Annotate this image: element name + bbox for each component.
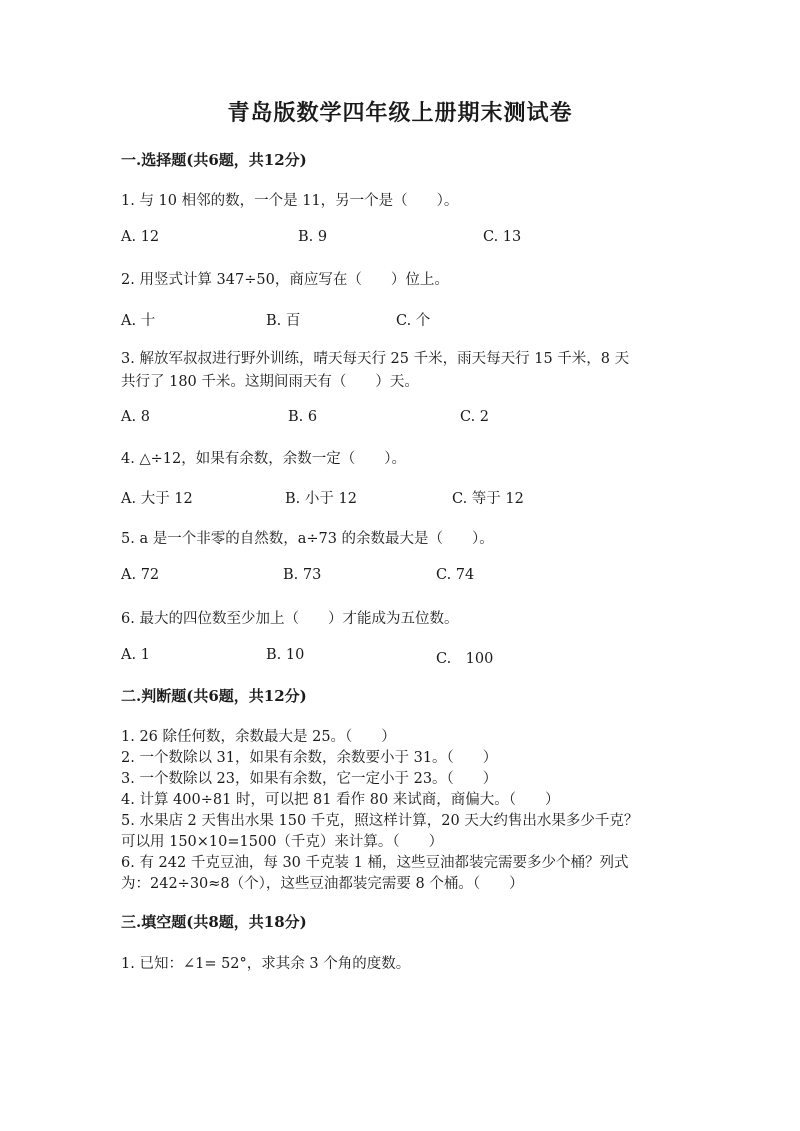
question-1-option-a: A. 12 xyxy=(121,229,160,245)
question-1-option-b: B. 9 xyxy=(298,229,328,245)
judgement-line-4: 4. 计算 400÷81 时，可以把 81 看作 80 来试商，商偏大。（ ） xyxy=(121,792,560,808)
question-6-option-a: A. 1 xyxy=(121,647,150,663)
question-4-option-c: C. 等于 12 xyxy=(452,491,524,507)
question-1-option-c: C. 13 xyxy=(483,229,522,245)
question-6-option-b: B. 10 xyxy=(266,647,305,663)
question-3-option-b: B. 6 xyxy=(288,409,318,425)
section-heading-fill-in: 三.填空题(共8题，共18分) xyxy=(121,913,307,931)
question-2-option-b: B. 百 xyxy=(266,313,301,329)
section-heading-judgement: 二.判断题(共6题，共12分) xyxy=(121,687,307,705)
judgement-line-2: 2. 一个数除以 31，如果有余数，余数要小于 31。（ ） xyxy=(121,750,498,766)
judgement-line-3: 3. 一个数除以 23，如果有余数，它一定小于 23。（ ） xyxy=(121,771,498,787)
question-5-text: 5. a 是一个非零的自然数，a÷73 的余数最大是（ ）。 xyxy=(121,531,494,547)
question-3-text-line1: 3. 解放军叔叔进行野外训练，晴天每天行 25 千米，雨天每天行 15 千米，8 天 xyxy=(121,351,630,367)
section-heading-choice: 一.选择题(共6题，共12分) xyxy=(121,151,307,169)
page-title: 青岛版数学四年级上册期末测试卷 xyxy=(227,100,573,126)
question-2-text: 2. 用竖式计算 347÷50，商应写在（ ）位上。 xyxy=(121,272,449,288)
question-4-text: 4. △÷12，如果有余数，余数一定（ ）。 xyxy=(121,451,406,467)
question-4-option-a: A. 大于 12 xyxy=(121,491,193,507)
judgement-line-6-cont: 为：242÷30≈8（个），这些豆油都装完需要 8 个桶。（ ） xyxy=(121,876,524,892)
question-5-option-b: B. 73 xyxy=(283,567,322,583)
question-2-option-a: A. 十 xyxy=(121,313,156,329)
question-3-option-a: A. 8 xyxy=(121,409,150,425)
question-2-option-c: C. 个 xyxy=(396,313,431,329)
judgement-line-5-cont: 可以用 150×10=1500（千克）来计算。（ ） xyxy=(121,834,444,850)
question-3-option-c: C. 2 xyxy=(460,409,490,425)
question-1-text: 1. 与 10 相邻的数，一个是 11，另一个是（ ）。 xyxy=(121,193,459,209)
question-3-text-line2: 共行了 180 千米。这期间雨天有（ ）天。 xyxy=(121,374,419,390)
judgement-line-1: 1. 26 除任何数，余数最大是 25。（ ） xyxy=(121,729,396,745)
judgement-line-6: 6. 有 242 千克豆油，每 30 千克装 1 桶，这些豆油都装完需要多少个桶？列式 xyxy=(121,855,629,871)
fill-in-line-1: 1. 已知：∠1= 52°，求其余 3 个角的度数。 xyxy=(121,956,411,972)
question-6-text: 6. 最大的四位数至少加上（ ）才能成为五位数。 xyxy=(121,611,459,627)
question-5-option-c: C. 74 xyxy=(436,567,475,583)
question-5-option-a: A. 72 xyxy=(121,567,160,583)
judgement-line-5: 5. 水果店 2 天售出水果 150 千克，照这样计算，20 天大约售出水果多少千克？ xyxy=(121,813,639,829)
question-6-option-c: C. 100 xyxy=(436,651,494,667)
question-4-option-b: B. 小于 12 xyxy=(285,491,357,507)
